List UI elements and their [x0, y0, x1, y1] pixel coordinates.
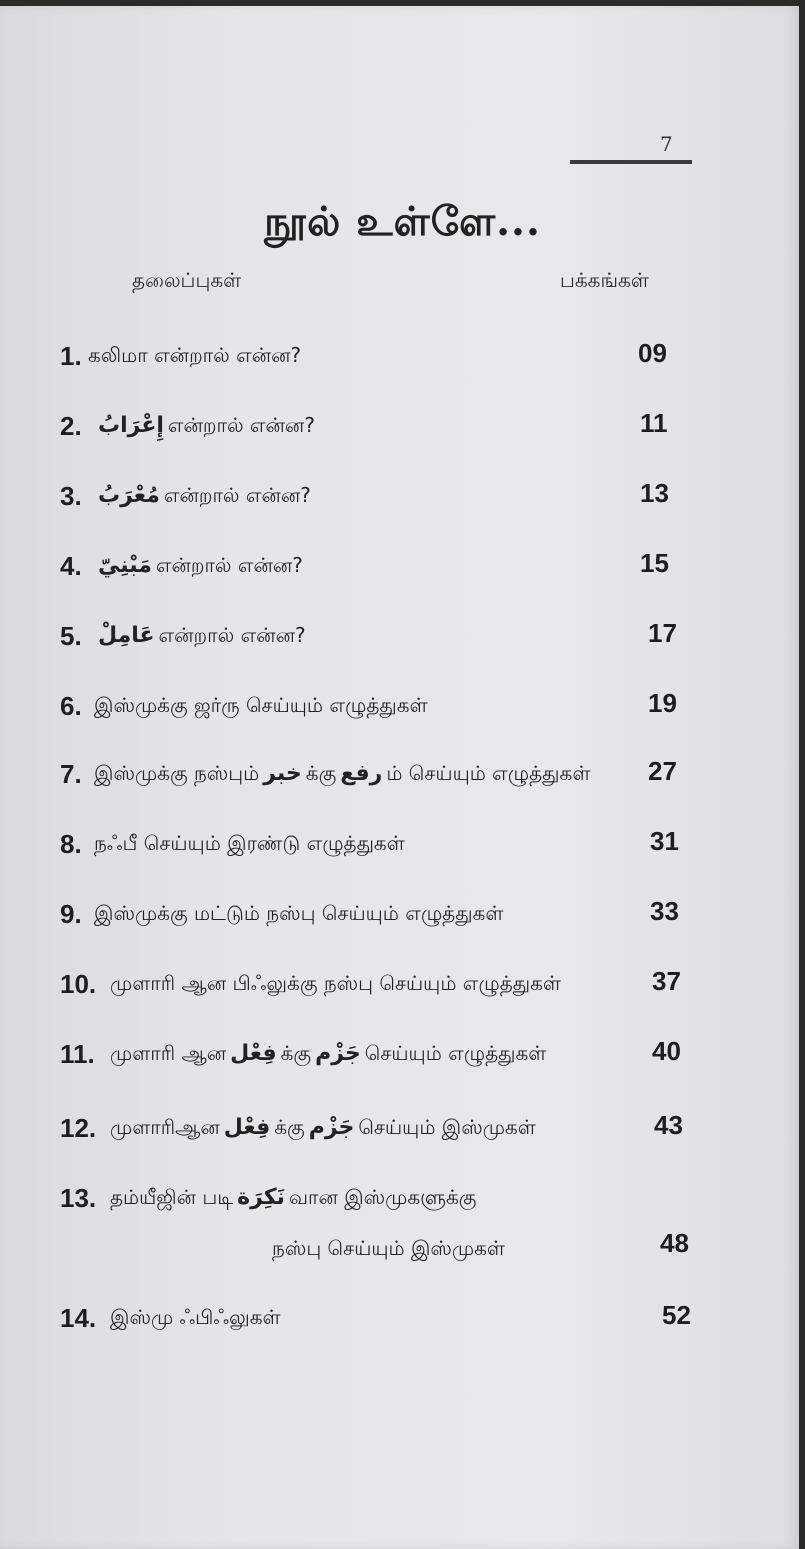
entry-title-text: இஸ்முக்கு ஜர்ரு செய்யும் எழுத்துகள் — [94, 693, 428, 717]
entry-title — [94, 761, 590, 788]
entry-title — [94, 693, 428, 720]
entry-title — [94, 413, 315, 440]
toc-entry — [60, 1110, 700, 1144]
toc-entry — [60, 1036, 700, 1070]
entry-title — [110, 1185, 476, 1212]
entry-title-text: என்றால் என்ன? — [163, 483, 311, 507]
toc-entry — [60, 478, 700, 512]
page-ref: 11 — [640, 408, 668, 438]
toc-entry — [60, 688, 700, 722]
entry-number: 10. — [60, 969, 97, 999]
page-ref: 27 — [648, 756, 677, 786]
entry-number: 13. — [60, 1183, 97, 1213]
page-ref: 33 — [650, 896, 679, 926]
entry-title-text: க்கு — [280, 1041, 312, 1065]
page-ref: 31 — [650, 826, 679, 856]
toc-entry — [60, 896, 700, 930]
entry-title-text: வான இஸ்முகளுக்கு — [288, 1185, 477, 1209]
toc-entry — [60, 408, 700, 442]
toc-entry — [60, 1300, 700, 1334]
entry-title-text: என்றால் என்ன? — [155, 553, 303, 577]
entry-title-text: செய்யும் எழுத்துகள் — [364, 1041, 547, 1065]
arabic-term: إِعْرَابُ — [98, 413, 164, 438]
entry-title-text: தம்யீஜின் படி — [110, 1185, 234, 1209]
entry-number: 4. — [60, 551, 82, 581]
arabic-term: جَزْم — [308, 1115, 355, 1140]
page-ref: 15 — [640, 548, 669, 578]
entry-title-text: செய்யும் இஸ்முகள் — [358, 1115, 536, 1139]
entry-title-text: கலிமா என்றால் என்ன? — [88, 343, 302, 367]
entry-title — [94, 483, 311, 510]
entry-title — [94, 901, 503, 928]
entry-title-continuation: நஸ்பு செய்யும் இஸ்முகள் — [272, 1236, 505, 1260]
page-ref: 17 — [648, 618, 677, 648]
pages-header: பக்கங்கள் — [560, 268, 649, 292]
entry-number: 5. — [60, 621, 82, 651]
page-ref: 09 — [638, 338, 667, 368]
arabic-term: نَكِرَة — [237, 1185, 285, 1210]
entry-title-text: முளாரி ஆன — [110, 1041, 227, 1065]
arabic-term: مُعْرَبُ — [98, 483, 160, 508]
page-ref: 43 — [654, 1110, 683, 1140]
page-number: 7 — [660, 132, 673, 156]
entry-number: 1. — [60, 341, 82, 371]
toc-entry — [60, 548, 700, 582]
entry-title — [110, 971, 561, 998]
toc-entry — [60, 756, 700, 790]
arabic-term: مَبْنِيّ — [98, 553, 152, 578]
entry-number: 12. — [60, 1113, 97, 1143]
page-ref: 40 — [652, 1036, 681, 1066]
entry-number: 9. — [60, 899, 82, 929]
entry-title-text: முளாரி ஆன பிஃலுக்கு நஸ்பு செய்யும் எழுத்துகள் — [110, 971, 561, 995]
page-ref: 19 — [648, 688, 677, 718]
entry-title — [94, 553, 303, 580]
arabic-term: جَزْم — [315, 1041, 361, 1066]
page-title: நூல் உள்ளே... — [264, 198, 541, 245]
entry-title-text: க்கு — [305, 761, 337, 785]
arabic-term: خبر — [263, 761, 302, 786]
entry-title — [110, 1115, 536, 1142]
entry-title — [94, 831, 405, 858]
arabic-term: فِعْل — [230, 1041, 277, 1066]
entry-number: 7. — [60, 759, 82, 789]
topics-header: தலைப்புகள் — [132, 268, 242, 292]
arabic-term: عَامِلْ — [98, 623, 155, 648]
entry-title-text: ம் செய்யும் எழுத்துகள் — [386, 761, 591, 785]
toc-entry — [60, 618, 700, 652]
page-ref: 52 — [662, 1300, 691, 1330]
entry-number: 2. — [60, 411, 82, 441]
entry-title-text: என்றால் என்ன? — [167, 413, 315, 437]
entry-title — [88, 343, 301, 370]
entry-title — [94, 623, 306, 650]
entry-title-text: இஸ்மு ஃபிஃலுகள் — [110, 1305, 281, 1329]
entry-title — [110, 1305, 281, 1332]
entry-title-text: இஸ்முக்கு மட்டும் நஸ்பு செய்யும் எழுத்துகள் — [94, 901, 504, 925]
entry-title-text: நஃபீ செய்யும் இரண்டு எழுத்துகள் — [94, 831, 405, 855]
entry-number: 3. — [60, 481, 82, 511]
entry-number: 6. — [60, 691, 82, 721]
arabic-term: رفع — [340, 761, 383, 786]
entry-title — [110, 1041, 546, 1068]
entry-title-text: என்றால் என்ன? — [158, 623, 306, 647]
entry-number: 14. — [60, 1303, 97, 1333]
page-ref: 37 — [652, 966, 681, 996]
entry-number: 8. — [60, 829, 82, 859]
entry-title-text: முளாரிஆன — [110, 1115, 220, 1139]
entry-title-text: க்கு — [274, 1115, 305, 1139]
toc-entry — [60, 338, 700, 372]
page-ref: 13 — [640, 478, 669, 508]
arabic-term: فِعْل — [223, 1115, 271, 1140]
toc-entry — [60, 826, 700, 860]
toc-entry — [60, 966, 700, 1000]
page-ref: 48 — [660, 1228, 689, 1258]
entry-title-text: இஸ்முக்கு நஸ்பும் — [94, 761, 260, 785]
entry-number: 11. — [60, 1039, 95, 1069]
